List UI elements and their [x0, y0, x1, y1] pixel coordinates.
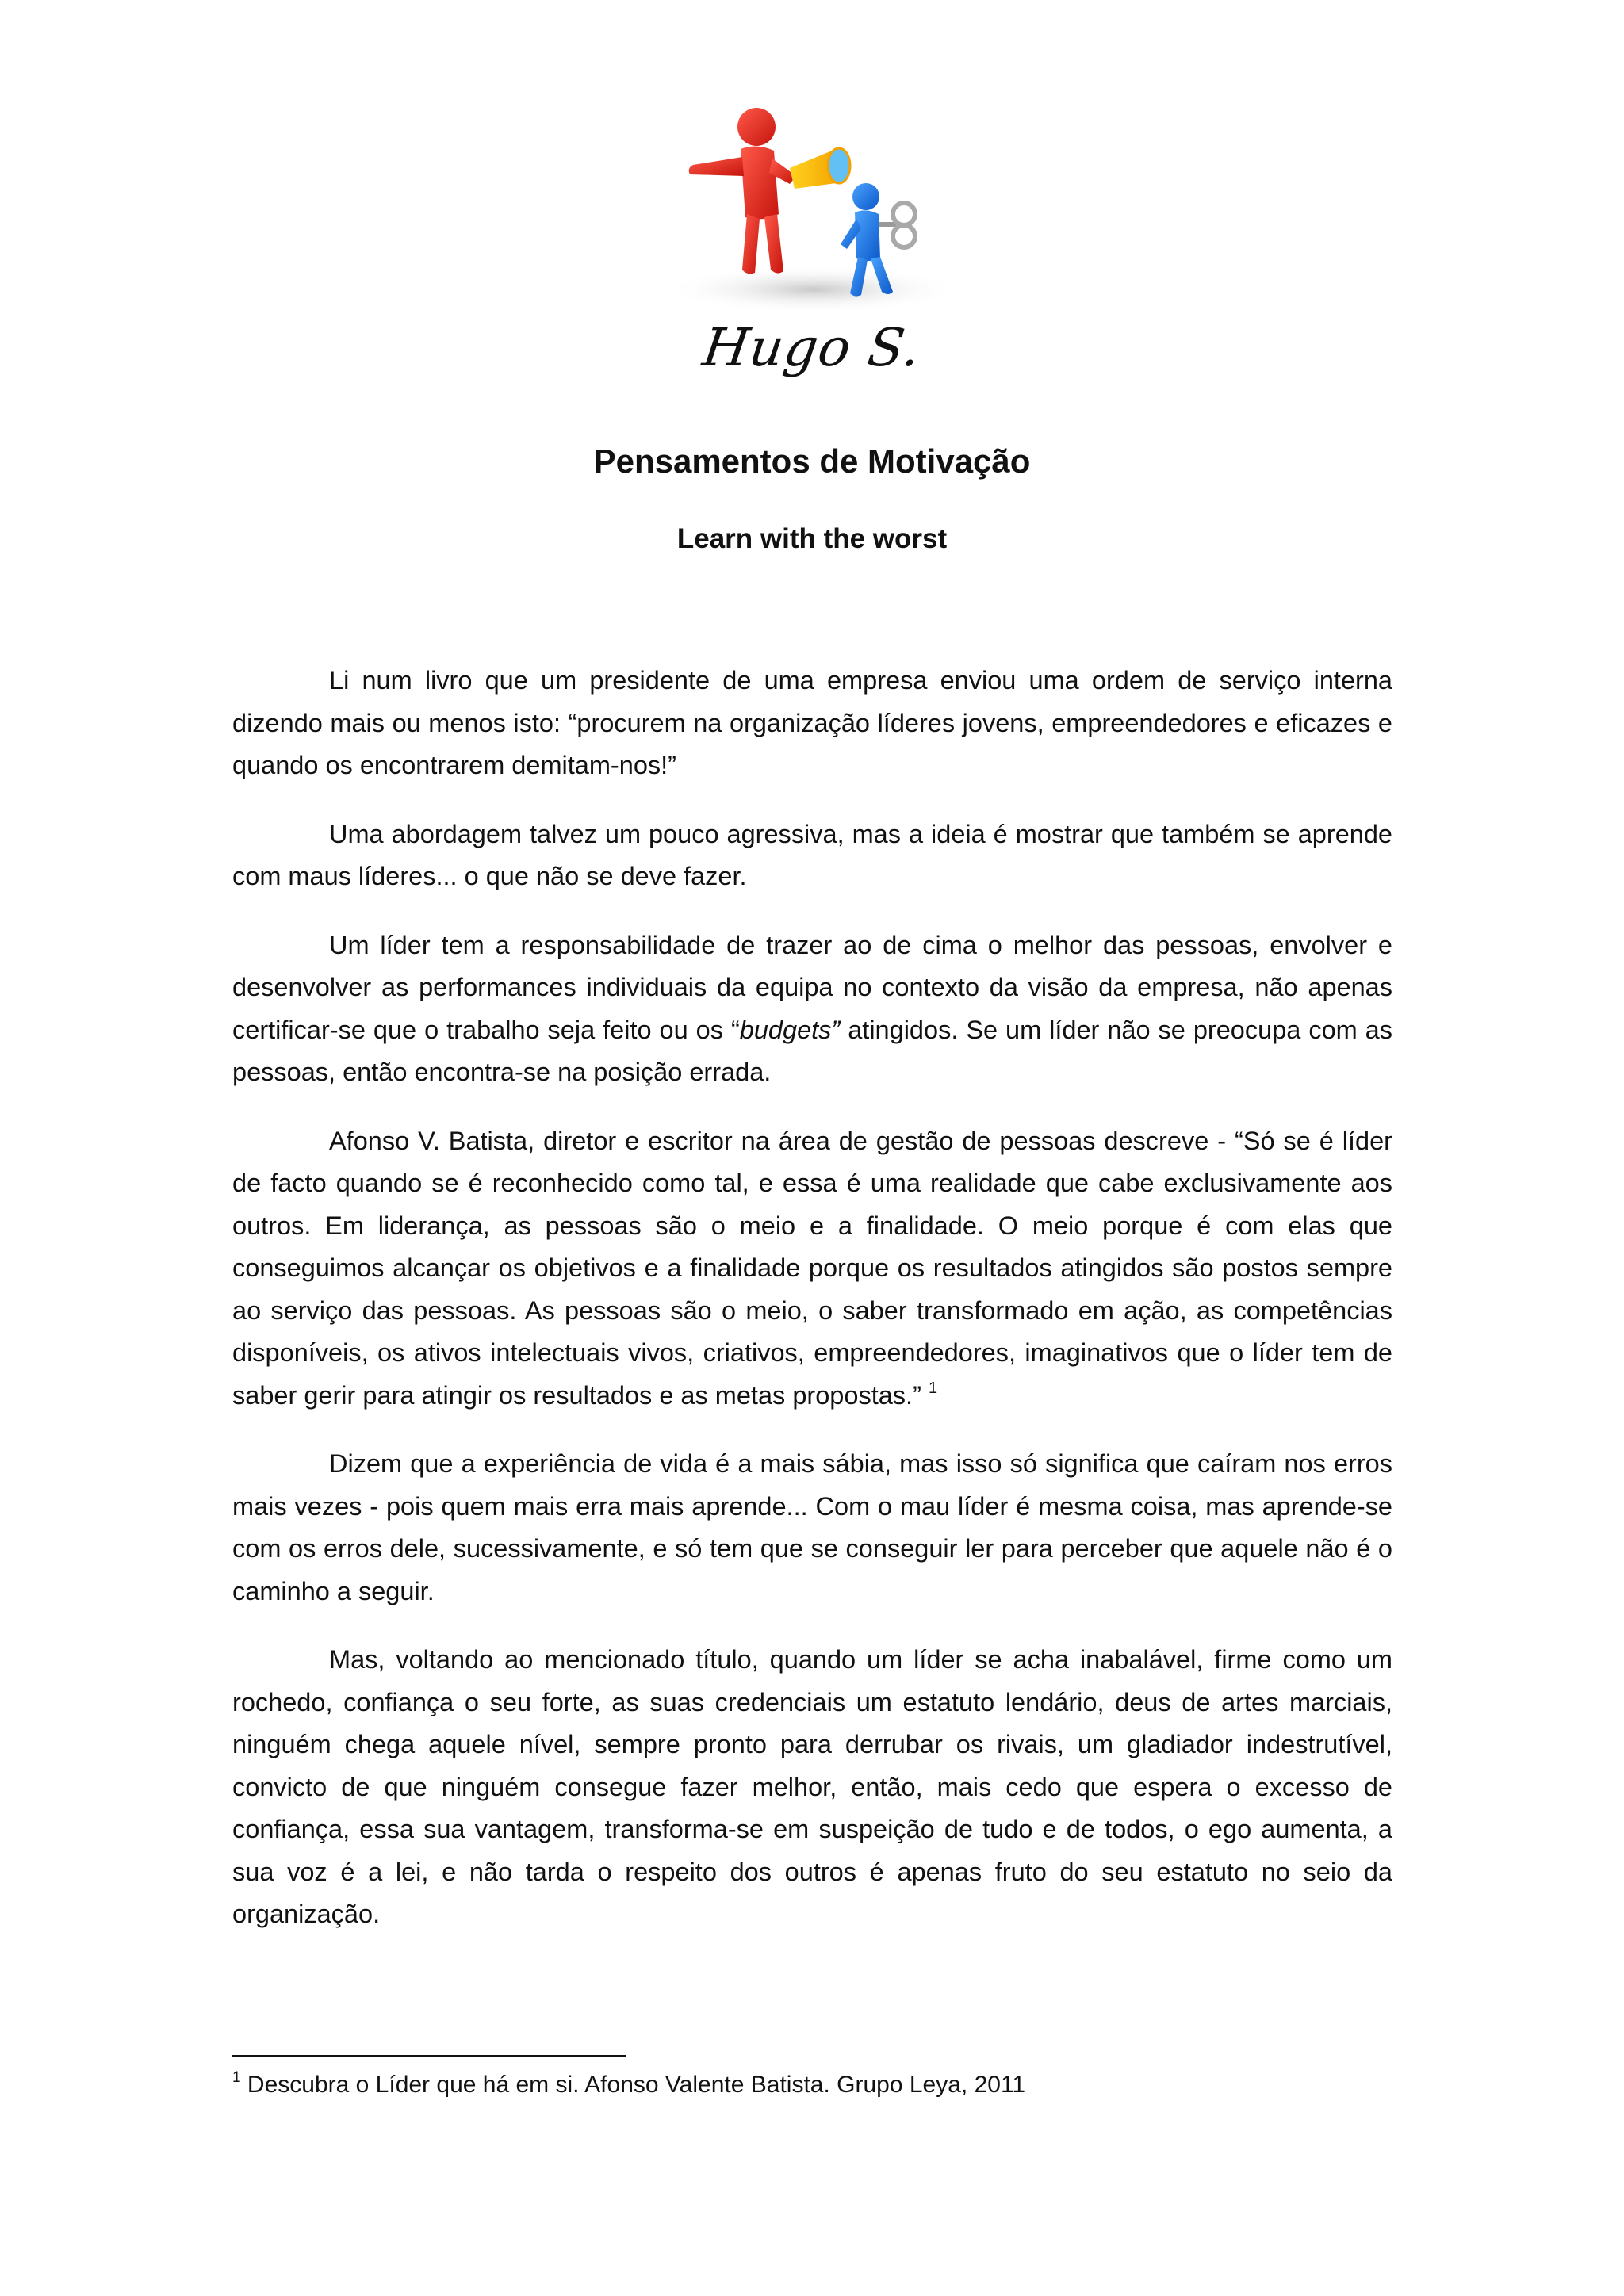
- paragraph: Li num livro que um presidente de uma empresa enviou uma ordem de serviço interna dizendo mais ou menos isto: “procurem na organização líderes jovens, empreendedores e eficazes e quando os encontrarem demitam-nos!”: [232, 666, 1392, 779]
- paragraph: [232, 924, 1392, 1094]
- footnote-marker: 1: [232, 2069, 241, 2086]
- author-signature: Hugo S.: [699, 317, 925, 378]
- paragraph: Dizem que a experiência de vida é a mais sábia, mas isso só significa que caíram nos erros mais vezes - pois quem mais erra mais aprende... Com o mau líder é mesma coisa, mas aprende-se com os erros dele, sucessivamente, e só tem que se conseguir ler para perceber que aquele não é o caminho a seguir.: [232, 1449, 1392, 1605]
- footnote-text: Descubra o Líder que há em si. Afonso Valente Batista. Grupo Leya, 2011: [247, 2072, 1026, 2098]
- paragraph: Mas, voltando ao mencionado título, quando um líder se acha inabalável, firme como um rochedo, confiança o seu forte, as suas credenciais um estatuto lendário, deus de artes marciais, ninguém chega aquele nível, sempre pronto para derrubar os rivais, um gladiador indestrutível, convicto de que ninguém consegue fazer melhor, então, mais cedo que espera o excesso de confiança, essa sua vantagem, transforma-se em suspeição de tudo e de todos, o ego aumenta, a sua voz é a lei, e não tarda o respeito dos outros é apenas fruto do seu estatuto no seio da organização.: [232, 1645, 1392, 1928]
- paragraph-text: atingidos. Se um líder não se preocupa com as pessoas, então encontra-se na posição errada.: [232, 1015, 1393, 1086]
- paragraph-text: Afonso V. Batista, diretor e escritor na área de gestão de pessoas descreve - “Só se é líder de facto quando se é reconhecido como tal, e essa é uma realidade que cabe exclusivamente aos outros. Em liderança, as pessoas são o meio e a finalidade. O meio porque é com elas que conseguimos alcançar os objetivos e a finalidade porque os resultados atingidos são postos sempre ao serviço das pessoas. As pessoas são o meio, o saber transformado em ação, as competências disponíveis, os ativos intelectuais vivos, criativos, empreendedores, imaginativos que o líder tem de saber gerir para atingir os resultados e as metas propostas.”: [232, 1126, 1392, 1410]
- footnote-divider: [232, 2055, 626, 2057]
- leader-megaphone-icon: [663, 103, 964, 317]
- article-body: [232, 660, 1392, 1962]
- paragraph: Uma abordagem talvez um pouco agressiva, mas a ideia é mostrar que também se aprende com maus líderes... o que não se deve fazer.: [232, 819, 1392, 890]
- paragraph: [232, 1120, 1392, 1418]
- emphasis-text: budgets”: [739, 1015, 841, 1044]
- page-title: Pensamentos de Motivação: [593, 442, 1031, 480]
- footnote-reference[interactable]: 1: [928, 1379, 938, 1397]
- paragraph-text: Um líder tem a responsabilidade de trazer ao de cima o melhor das pessoas, envolver e desenvolver as performances individuais da equipa no contexto da visão da empresa, não apenas certificar-se que o trabalho seja feito ou os “: [232, 930, 1392, 1044]
- page-subtitle: Learn with the worst: [676, 523, 948, 554]
- footnote: [232, 2069, 1025, 2101]
